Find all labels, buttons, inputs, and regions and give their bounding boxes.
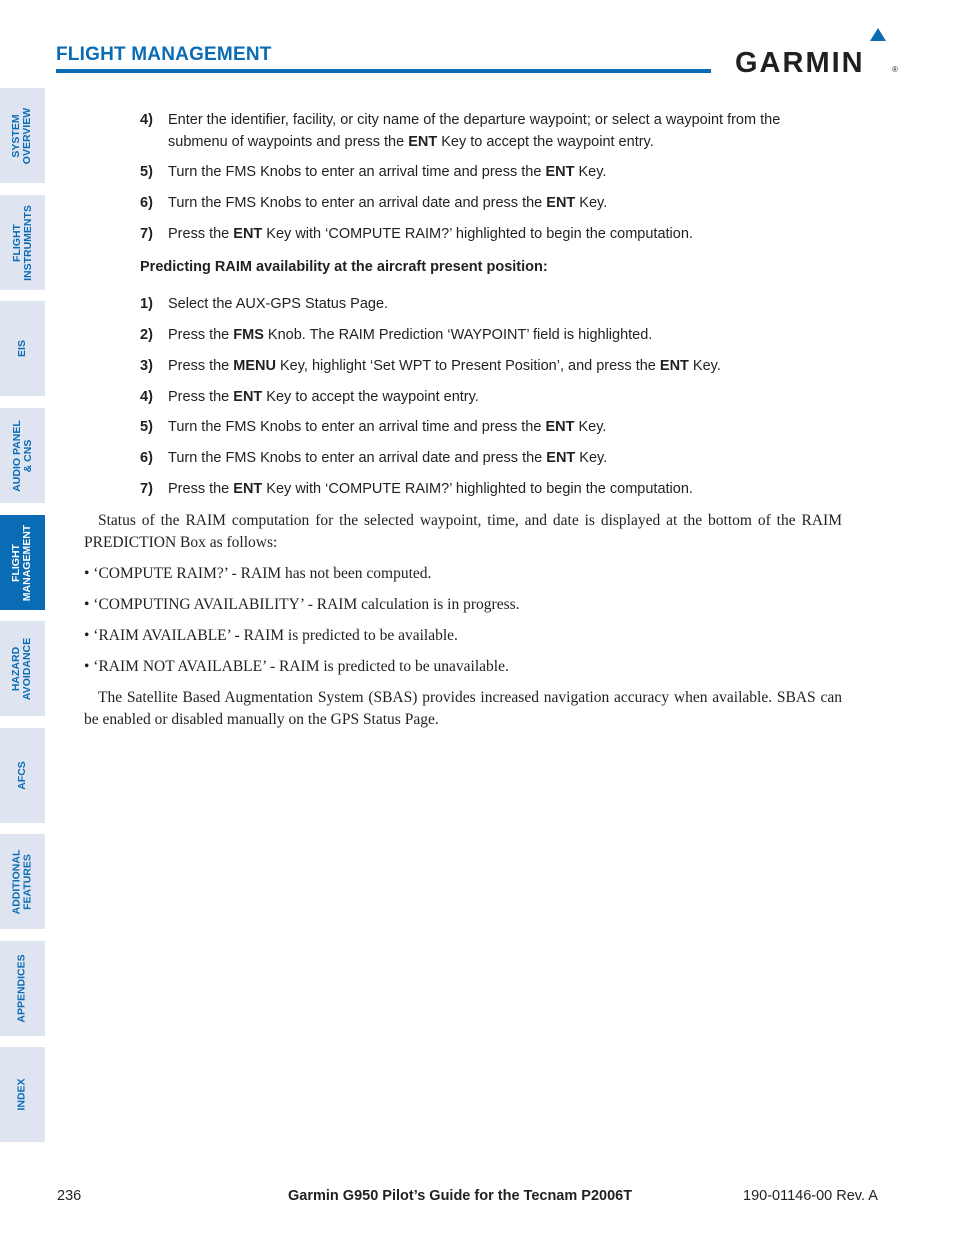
- tab-label: APPENDICES: [16, 954, 29, 1023]
- step-text-part: Key to accept the waypoint entry.: [262, 389, 479, 405]
- tab-hazard-avoidance[interactable]: [0, 621, 45, 716]
- step-text-part: Turn the FMS Knobs to enter an arrival date and press the: [168, 195, 547, 211]
- tab-audio-panel-cns[interactable]: [0, 408, 45, 503]
- step-text-part: Knob. The RAIM Prediction ‘WAYPOINT’ field is highlighted.: [263, 327, 653, 343]
- step-item: [140, 478, 842, 500]
- footer-title: Garmin G950 Pilot’s Guide for the Tecnam P2006T: [288, 1188, 633, 1204]
- step-number: 4): [140, 112, 153, 128]
- step-text-part: Turn the FMS Knobs to enter an arrival date and press the: [168, 450, 547, 466]
- step-text-part: Key, highlight ‘Set WPT to Present Position’, and press the: [275, 358, 660, 374]
- step-number: 3): [140, 358, 153, 374]
- step-text: [168, 293, 842, 315]
- step-number: 6): [140, 450, 153, 466]
- garmin-logo-mark: [735, 26, 900, 76]
- step-text-part: Press the: [168, 481, 234, 497]
- tab-label: SYSTEM OVERVIEW: [10, 107, 34, 164]
- step-text-part: Turn the FMS Knobs to enter an arrival time and press the: [168, 419, 546, 435]
- step-item: [140, 355, 842, 377]
- step-text-part: Key with ‘COMPUTE RAIM?’ highlighted to begin the computation.: [262, 481, 693, 497]
- key-name: ENT: [659, 358, 689, 374]
- registered-mark: ®: [892, 65, 898, 74]
- step-text-part: Key.: [688, 358, 721, 374]
- page-number: 236: [57, 1188, 82, 1204]
- status-bullet: • ‘COMPUTE RAIM?’ - RAIM has not been computed.: [84, 565, 432, 582]
- step-item: [140, 192, 842, 214]
- step-text-part: Press the: [168, 226, 234, 242]
- step-item: [140, 386, 842, 408]
- step-text: [168, 386, 842, 408]
- step-text: [168, 447, 842, 469]
- tab-label: INDEX: [16, 1078, 28, 1111]
- header-rule: [56, 69, 711, 73]
- step-item: [140, 161, 842, 183]
- key-name: ENT: [546, 195, 576, 211]
- tab-appendices[interactable]: [0, 941, 45, 1036]
- tab-label: AFCS: [16, 761, 28, 790]
- tab-label: FLIGHT MANAGEMENT: [10, 524, 34, 601]
- step-text: [168, 324, 842, 346]
- step-text: [168, 161, 842, 183]
- tab-label: HAZARD AVOIDANCE: [10, 637, 34, 700]
- step-number: 7): [140, 226, 153, 242]
- step-item: [140, 447, 842, 469]
- key-name: ENT: [233, 389, 263, 405]
- key-name: ENT: [546, 450, 576, 466]
- sbas-paragraph: The Satellite Based Augmentation System (SBAS) provides increased navigation accuracy when available. SBAS can be enabled or disabled manually on the GPS Status Page.: [84, 689, 842, 728]
- key-name: MENU: [233, 358, 276, 374]
- step-number: 5): [140, 419, 153, 435]
- step-item: [140, 416, 842, 438]
- key-name: ENT: [545, 419, 575, 435]
- tab-label: FLIGHT INSTRUMENTS: [10, 204, 34, 281]
- step-text-part: Enter the identifier, facility, or city name of the departure waypoint; or select a waypoint from the submenu of waypoints and press the: [168, 112, 781, 150]
- step-text-part: Press the: [168, 358, 234, 374]
- tab-additional-features[interactable]: [0, 834, 45, 929]
- step-text-part: Key.: [575, 450, 608, 466]
- step-text-part: Key.: [574, 164, 607, 180]
- key-name: ENT: [233, 226, 263, 242]
- key-name: FMS: [233, 327, 264, 343]
- step-text: [168, 355, 842, 377]
- section-title: FLIGHT MANAGEMENT: [56, 44, 272, 65]
- step-item: [140, 223, 842, 245]
- tab-label: AUDIO PANEL & CNS: [10, 419, 34, 492]
- status-bullet: • ‘COMPUTING AVAILABILITY’ - RAIM calculation is in progress.: [84, 596, 520, 613]
- garmin-logo: [735, 26, 900, 76]
- step-text-part: Select the AUX-GPS Status Page.: [168, 296, 389, 312]
- tab-label: ADDITIONAL FEATURES: [10, 849, 34, 914]
- tab-flight-instruments[interactable]: [0, 195, 45, 290]
- doc-number: 190-01146-00 Rev. A: [743, 1188, 878, 1204]
- step-text-part: Key with ‘COMPUTE RAIM?’ highlighted to begin the computation.: [262, 226, 693, 242]
- status-bullet: • ‘RAIM AVAILABLE’ - RAIM is predicted to be available.: [84, 627, 458, 644]
- step-text: [168, 192, 842, 214]
- step-number: 4): [140, 389, 153, 405]
- tab-index[interactable]: [0, 1047, 45, 1142]
- step-text: [168, 416, 842, 438]
- tab-eis[interactable]: [0, 301, 45, 396]
- step-text-part: Press the: [168, 389, 234, 405]
- subheading-present-position: Predicting RAIM availability at the aircraft present position:: [140, 259, 548, 275]
- step-number: 6): [140, 195, 153, 211]
- step-item: [140, 324, 842, 346]
- step-text-part: Key.: [574, 419, 607, 435]
- tab-flight-management[interactable]: [0, 515, 45, 610]
- status-paragraph: Status of the RAIM computation for the selected waypoint, time, and date is displayed at the bottom of the RAIM PREDICTION Box as follows:: [84, 512, 842, 551]
- step-text: [168, 109, 842, 153]
- tab-afcs[interactable]: [0, 728, 45, 823]
- tab-system-overview[interactable]: [0, 88, 45, 183]
- tab-label: EIS: [16, 340, 28, 357]
- step-text: [168, 478, 842, 500]
- garmin-logo-text: GARMIN: [735, 47, 865, 76]
- step-number: 7): [140, 481, 153, 497]
- key-name: ENT: [408, 134, 438, 150]
- key-name: ENT: [545, 164, 575, 180]
- step-text: [168, 223, 842, 245]
- step-text-part: Key.: [575, 195, 608, 211]
- step-number: 1): [140, 296, 153, 312]
- step-number: 5): [140, 164, 153, 180]
- step-text-part: Press the: [168, 327, 234, 343]
- step-item: [140, 109, 842, 153]
- step-number: 2): [140, 327, 153, 343]
- step-text-part: Turn the FMS Knobs to enter an arrival time and press the: [168, 164, 546, 180]
- status-bullet: • ‘RAIM NOT AVAILABLE’ - RAIM is predicted to be unavailable.: [84, 658, 509, 675]
- step-item: [140, 293, 842, 315]
- step-text-part: Key to accept the waypoint entry.: [437, 134, 654, 150]
- key-name: ENT: [233, 481, 263, 497]
